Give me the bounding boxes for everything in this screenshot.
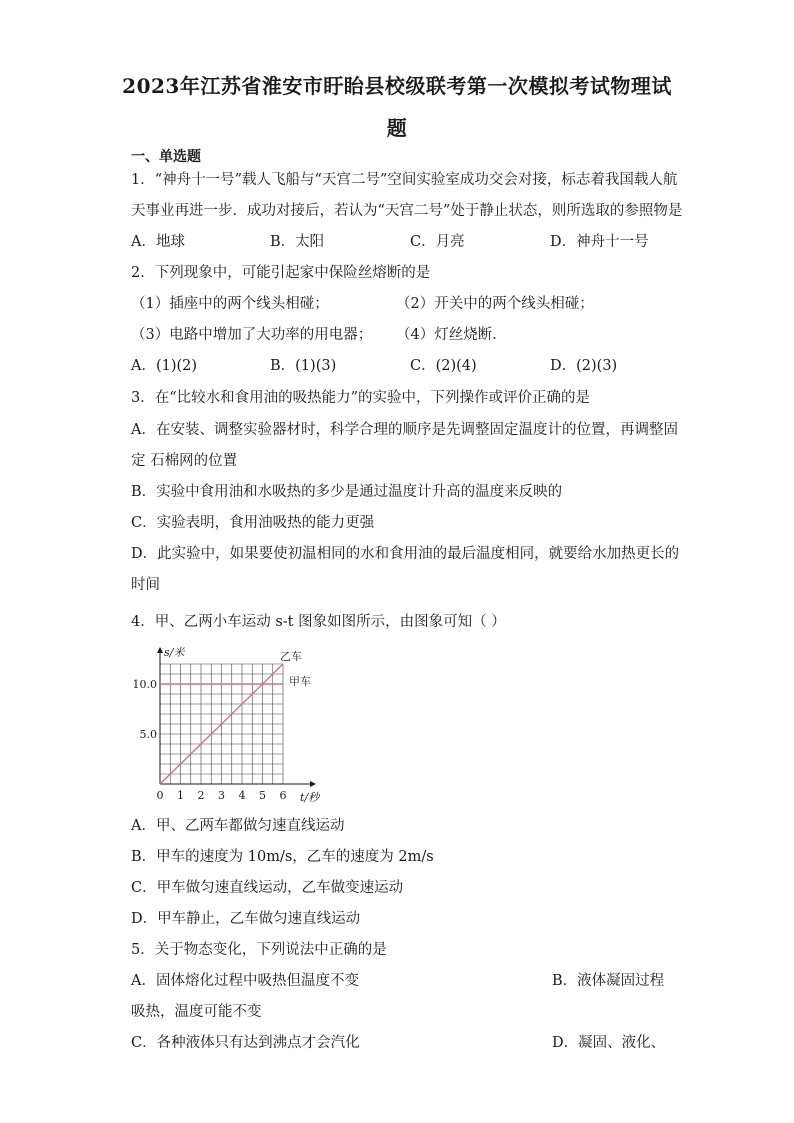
section-heading: 一、单选题 <box>131 149 201 165</box>
q4-option-c: C．甲车做匀速直线运动，乙车做变速运动 <box>131 880 404 896</box>
y-tick-label: 5.0 <box>139 728 157 741</box>
q4-stem: 4．甲、乙两小车运动 s-t 图象如图所示，由图象可知（ ） <box>131 614 506 630</box>
q3-option-d-line2: 时间 <box>131 577 160 593</box>
x-tick-label: 2 <box>197 789 205 802</box>
q2-option-a: A．(1)(2) <box>131 358 198 374</box>
q5-option-a: A．固体熔化过程中吸热但温度不变 <box>131 973 359 989</box>
x-tick-label: 3 <box>218 789 225 802</box>
q5-option-d: D．凝固、液化、 <box>552 1035 666 1051</box>
exam-title-line1: 2023年江苏省淮安市盱眙县校级联考第一次模拟考试物理试 <box>122 74 672 98</box>
q1-option-d: D．神舟十一号 <box>550 234 649 250</box>
q2-stem: 2．下列现象中，可能引起家中保险丝熔断的是 <box>131 265 431 281</box>
q5-stem: 5．关于物态变化，下列说法中正确的是 <box>131 942 387 958</box>
q3-stem: 3．在“比较水和食用油的吸热能力”的实验中，下列操作或评价正确的是 <box>131 390 591 406</box>
q5-option-c: C．各种液体只有达到沸点才会汽化 <box>131 1035 360 1051</box>
q4-option-b: B．甲车的速度为 10m/s，乙车的速度为 2m/s <box>131 849 434 865</box>
q2-item-1: （1）插座中的两个线头相碰； <box>131 296 329 312</box>
series-label-2: 乙车 <box>280 650 302 663</box>
s-t-graph <box>128 644 338 804</box>
q1-option-b: B．太阳 <box>270 234 325 250</box>
q2-item-2: （2）开关中的两个线头相碰； <box>396 296 594 312</box>
exam-title-line2: 题 <box>386 116 408 140</box>
q4-option-a: A．甲、乙两车都做匀速直线运动 <box>131 818 345 834</box>
x-tick-label: 0 <box>156 789 164 802</box>
q1-option-c: C．月亮 <box>410 234 465 250</box>
q1-stem-line2: 天事业再进一步．成功对接后，若认为“天宫二号”处于静止状态，则所选取的参照物是 <box>131 203 683 219</box>
q3-option-a-line2: 定 石棉网的位置 <box>131 453 238 469</box>
q2-option-c: C．(2)(4) <box>410 358 477 374</box>
q2-option-b: B．(1)(3) <box>270 358 337 374</box>
x-tick-label: 4 <box>238 789 246 802</box>
x-tick-label: 5 <box>259 789 266 802</box>
q5-option-b-line1: B．液体凝固过程 <box>552 973 665 989</box>
q2-option-d: D．(2)(3) <box>550 358 618 374</box>
q3-option-c: C．实验表明，食用油吸热的能力更强 <box>131 515 375 531</box>
x-tick-label: 6 <box>279 789 287 802</box>
q4-option-d: D．甲车静止，乙车做匀速直线运动 <box>131 911 361 927</box>
graph-labels <box>133 646 322 804</box>
series-label-1: 甲车 <box>289 675 311 688</box>
q3-option-a-line1: A．在安装、调整实验器材时，科学合理的顺序是先调整固定温度计的位置，再调整固 <box>131 422 678 438</box>
y-tick-label: 10.0 <box>132 678 157 691</box>
q2-item-3: （3）电路中增加了大功率的用电器； <box>131 327 373 343</box>
x-axis-label: t/秒 <box>300 791 320 804</box>
q2-item-4: （4）灯丝烧断． <box>396 327 507 343</box>
q3-option-b: B．实验中食用油和水吸热的多少是通过温度计升高的温度来反映的 <box>131 484 563 500</box>
y-axis-label: s/米 <box>164 646 185 659</box>
q1-option-a: A．地球 <box>131 234 185 250</box>
x-tick-label: 1 <box>177 789 184 802</box>
q1-stem-line1: 1．“神舟十一号”载人飞船与“天宫二号”空间实验室成功交会对接，标志着我国载人航 <box>131 172 678 188</box>
q3-option-d-line1: D．此实验中，如果要使初温相同的水和食用油的最后温度相同，就要给水加热更长的 <box>131 546 680 562</box>
q5-option-b-line2: 吸热，温度可能不变 <box>131 1004 262 1020</box>
